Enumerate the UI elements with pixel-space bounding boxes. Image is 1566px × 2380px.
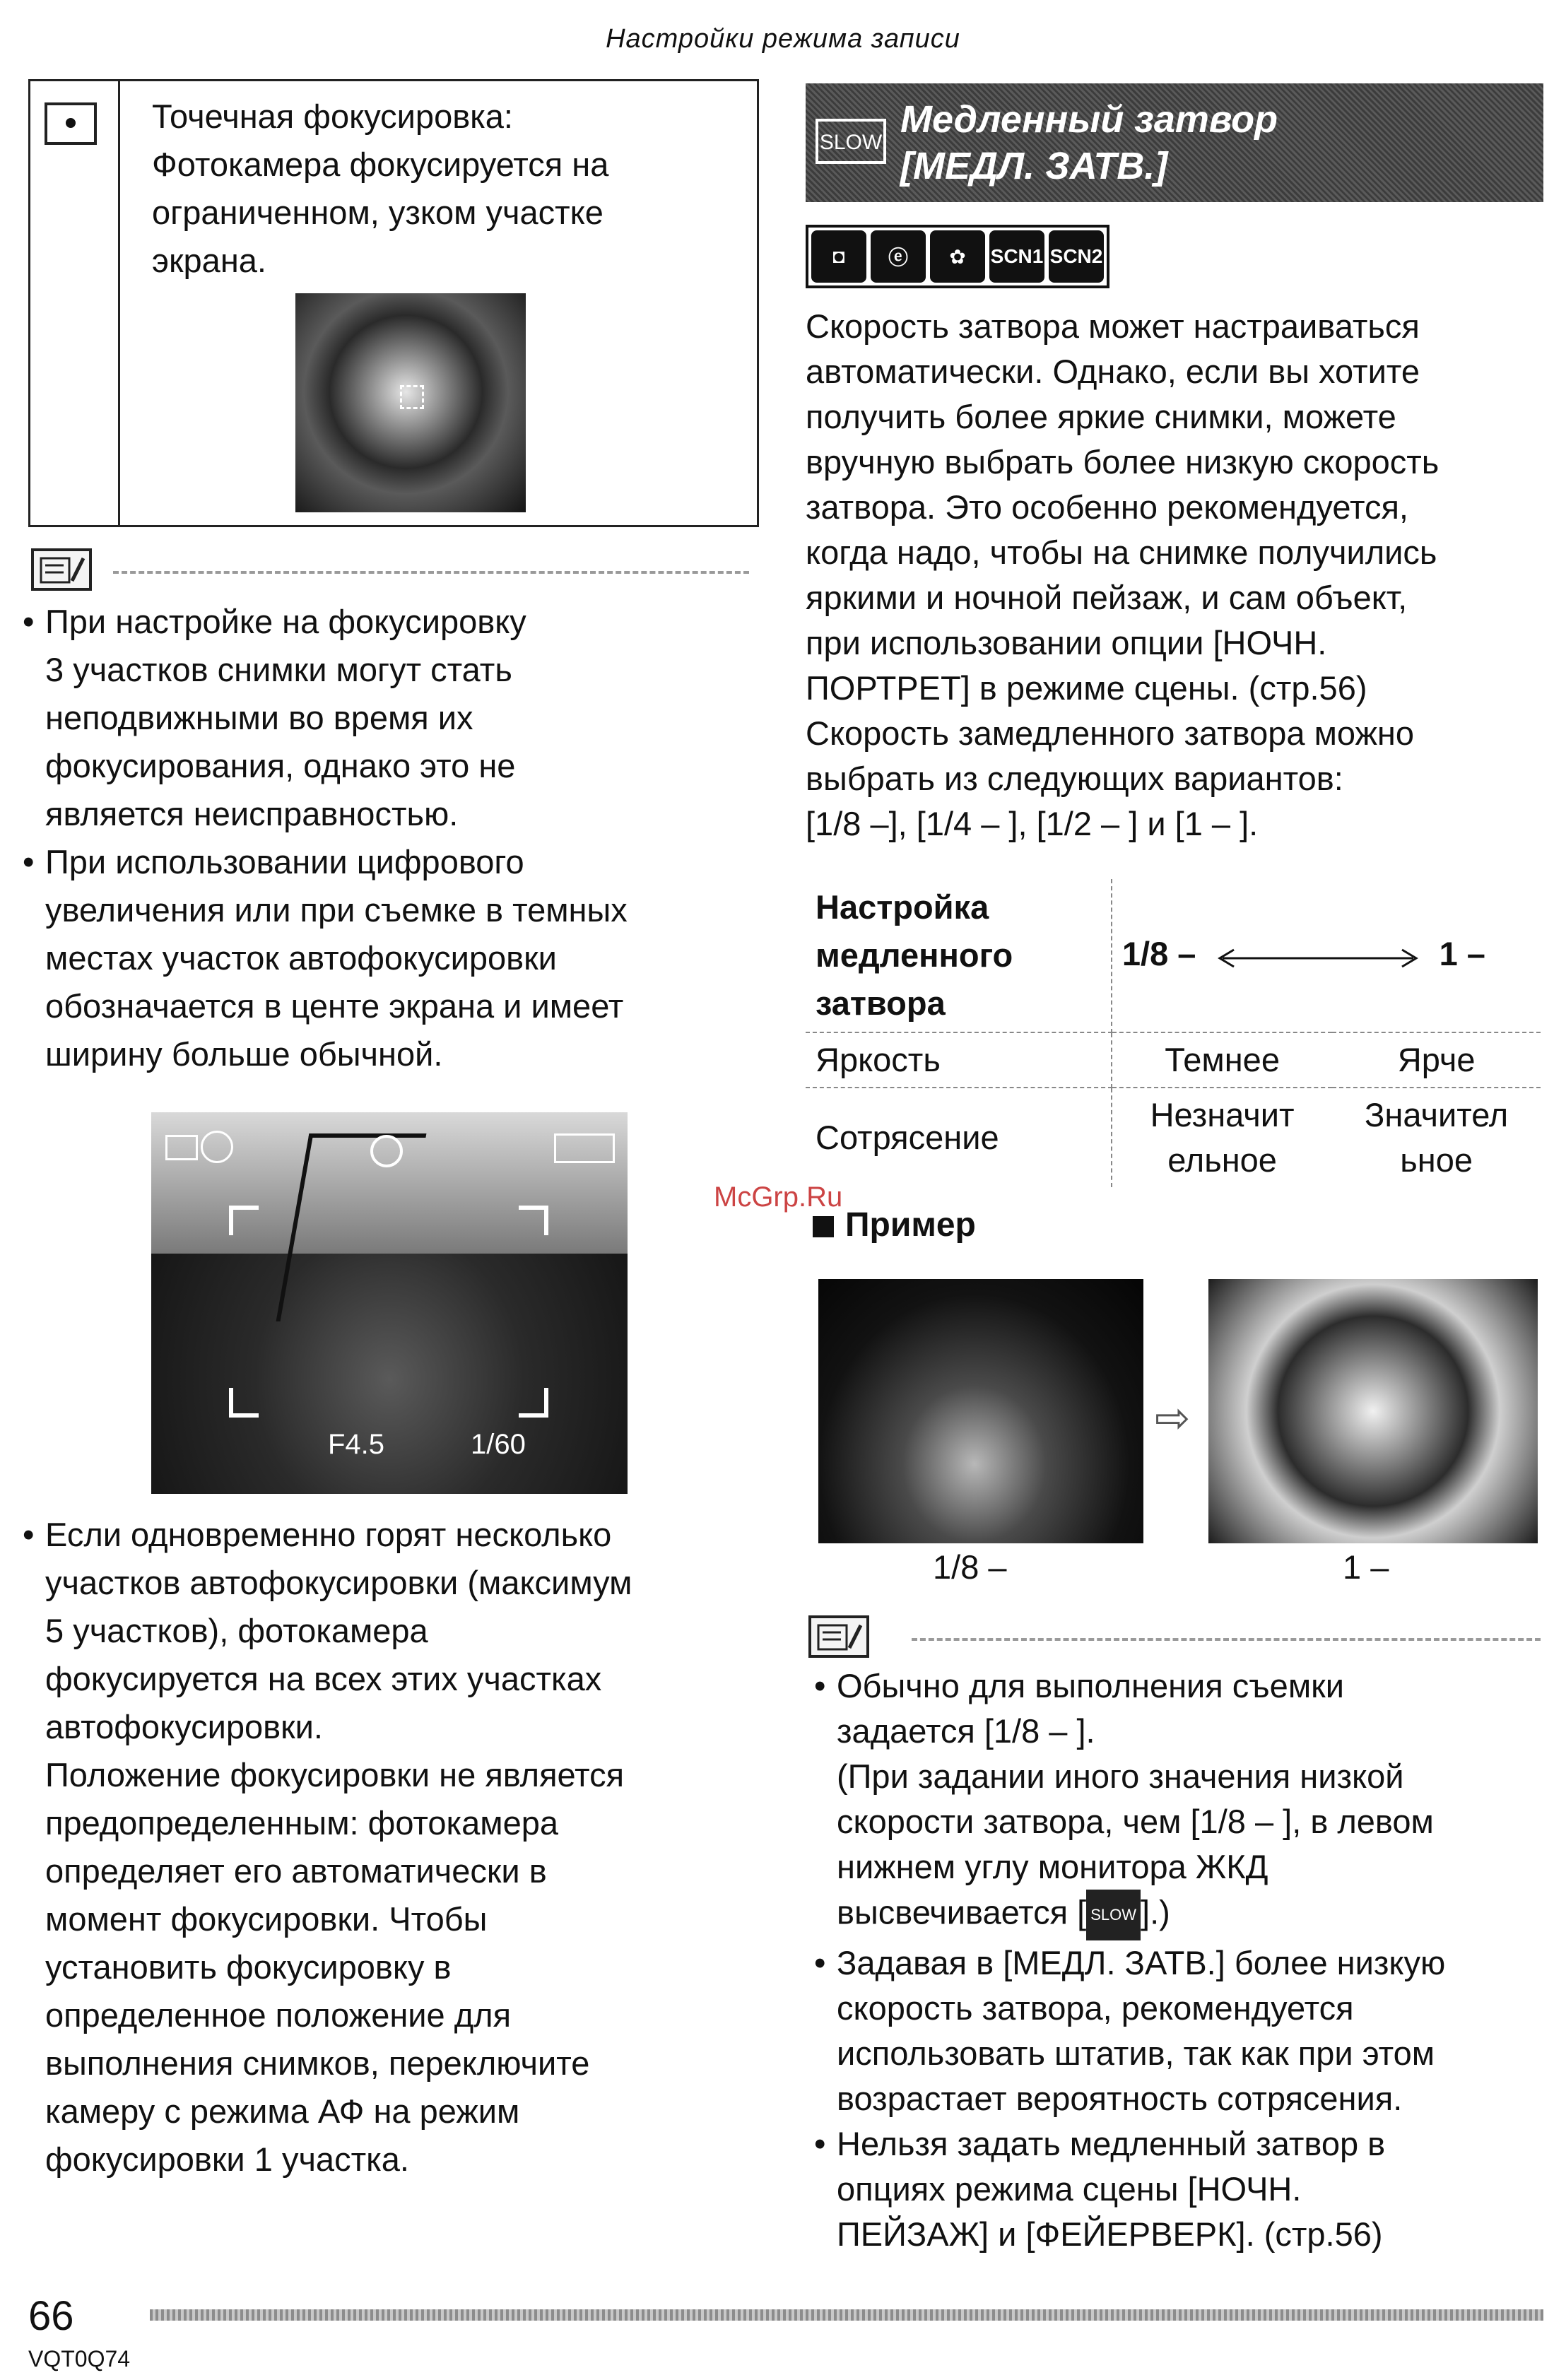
note-line: опциях режима сцены [НОЧН. (837, 2170, 1302, 2208)
scene2-mode-icon: SCN2 (1049, 230, 1104, 283)
note-icon (31, 548, 92, 591)
note-line: фокусировки 1 участка. (45, 2140, 409, 2178)
table-header-cell (806, 879, 1112, 1032)
note-line: фокусирования, однако это не (45, 747, 516, 784)
battery-icon (554, 1133, 615, 1163)
note-bullet (21, 838, 770, 1078)
af-frame-corner (229, 1206, 259, 1235)
note-icon (808, 1615, 869, 1658)
row-label: Яркость (806, 1032, 1112, 1088)
note-line: момент фокусировки. Чтобы (45, 1900, 488, 1938)
focus-indicator-icon (370, 1135, 403, 1167)
body-line: Скорость затвора может настраиваться (806, 307, 1420, 345)
af-frame-corner (519, 1206, 548, 1235)
left-notes (21, 598, 770, 1078)
af-monitor-screen (151, 1112, 628, 1494)
note-separator (113, 571, 749, 574)
row-low: Незначит ельное (1150, 1096, 1295, 1179)
spot-focus-box (28, 79, 759, 527)
note-line: установить фокусировку в (45, 1948, 452, 1986)
spot-line: Фотокамера фокусируется на (152, 146, 609, 183)
example-title-text: Пример (845, 1206, 976, 1244)
slow-shutter-description (806, 304, 1533, 847)
spot-line: Точечная фокусировка: (152, 98, 513, 135)
note-line: • Если одновременно горят несколько (45, 1516, 612, 1553)
note-line: нижнем углу монитора ЖКД (837, 1848, 1268, 1885)
note-line: неподвижными во время их (45, 699, 473, 736)
example-heading (813, 1206, 976, 1244)
body-line: выбрать из следующих вариантов: (806, 760, 1343, 797)
note-line: (При задании иного значения низкой (837, 1757, 1404, 1795)
note-line: • Задавая в [МЕДЛ. ЗАТВ.] более низкую (837, 1944, 1446, 1981)
right-notes (813, 1663, 1548, 2257)
camera-mode-icon: ◘ (811, 230, 866, 283)
shutter-value: 1/60 (471, 1429, 526, 1460)
note-bullet (813, 1663, 1548, 1940)
note-line: фокусируется на всех этих участках (45, 1660, 602, 1697)
note-line-text: ].) (1141, 1893, 1170, 1931)
note-line (837, 1890, 1548, 1940)
note-line: • Обычно для выполнения съемки (837, 1667, 1344, 1704)
note-line: • При использовании цифрового (45, 843, 524, 880)
available-modes (806, 225, 1109, 288)
note-line: определяет его автоматически в (45, 1852, 547, 1890)
note-line: • При настройке на фокусировку (45, 603, 526, 640)
note-line: 3 участков снимки могут стать (45, 651, 512, 688)
af-frame-corner (519, 1388, 548, 1418)
note-line: увеличения или при съемке в темных (45, 891, 628, 929)
note-line: предопределенным: фотокамера (45, 1804, 559, 1842)
note-bullet (813, 1940, 1548, 2121)
example-photo-slow-1-8 (818, 1279, 1143, 1543)
note-line: камеру с режима АФ на режим (45, 2092, 520, 2130)
note-bullet (21, 1511, 770, 1751)
range-arrow-icon (1215, 938, 1420, 977)
range-start: 1/8 – (1121, 935, 1196, 973)
spot-focus-icon (45, 102, 97, 145)
left-notes-2 (21, 1511, 770, 2184)
spot-line: ограниченном, узком участке (152, 194, 604, 231)
scene1-mode-icon: SCN1 (989, 230, 1044, 283)
header-line: затвора (816, 984, 946, 1022)
spot-line: экрана. (152, 242, 266, 279)
note-line: 5 участков), фотокамера (45, 1612, 428, 1649)
economy-mode-icon: ⓔ (871, 230, 926, 283)
scene-mode-icon (201, 1131, 233, 1163)
box-divider (118, 81, 120, 525)
note-line: обозначается в центе экрана и имеет (45, 987, 624, 1025)
note-line: • Нельзя задать медленный затвор в (837, 2125, 1386, 2162)
body-line: вручную выбрать более низкую скорость (806, 443, 1440, 481)
watermark: McGrp.Ru (714, 1182, 843, 1213)
note-line: скорость затвора, рекомендуется (837, 1989, 1354, 2027)
note-line: ширину больше обычной. (45, 1035, 443, 1073)
note-paragraph (21, 1751, 770, 2184)
body-line: когда надо, чтобы на снимке получились (806, 534, 1437, 571)
note-line: участков автофокусировки (максимум (45, 1564, 632, 1601)
arrow-right-icon: ⇨ (1155, 1394, 1191, 1442)
slow-badge-icon: SLOW (816, 119, 886, 164)
body-line: ПОРТРЕТ] в режиме сцены. (стр.56) (806, 669, 1367, 707)
note-line: определенное положение для (45, 1996, 512, 2034)
note-line: задается [1/8 – ]. (837, 1712, 1095, 1750)
row-label: Сотрясение (806, 1088, 1112, 1187)
example-photo-slow-1 (1208, 1279, 1538, 1543)
aperture-value: F4.5 (328, 1429, 385, 1460)
note-bullet (813, 2121, 1548, 2257)
banner-title-line: [МЕДЛ. ЗАТВ.] (900, 145, 1168, 187)
note-line: выполнения снимков, переключите (45, 2044, 590, 2082)
row-high: Значител ьное (1365, 1096, 1509, 1179)
footer-bar (150, 2309, 1543, 2321)
note-line: автофокусировки. (45, 1708, 323, 1745)
table-row (806, 1032, 1541, 1088)
body-line: яркими и ночной пейзаж, и сам объект, (806, 579, 1408, 616)
note-line: является неисправностью. (45, 795, 459, 832)
note-line: Положение фокусировки не является (45, 1756, 625, 1793)
body-line: затвора. Это особенно рекомендуется, (806, 488, 1408, 526)
flower-photo (295, 293, 526, 512)
document-code: VQT0Q74 (28, 2346, 131, 2372)
banner-title (900, 96, 1278, 189)
page-number: 66 (28, 2293, 74, 2339)
header-line: Настройка (816, 888, 989, 926)
example-caption: 1/8 – (933, 1548, 1007, 1586)
body-line: Скорость замедленного затвора можно (806, 714, 1415, 752)
af-frame-corner (229, 1388, 259, 1418)
spot-focus-text (152, 93, 746, 285)
note-line-text: высвечивается [ (837, 1893, 1087, 1931)
slow-inline-icon: SLOW (1086, 1890, 1141, 1940)
note-line: возрастает вероятность сотрясения. (837, 2080, 1403, 2117)
range-end: 1 – (1439, 935, 1485, 973)
macro-mode-icon: ✿ (930, 230, 985, 283)
note-bullet (21, 598, 770, 838)
banner-title-line: Медленный затвор (900, 98, 1278, 141)
section-header: Настройки режима записи (606, 24, 960, 54)
note-line: использовать штатив, так как при этом (837, 2034, 1435, 2072)
note-separator (912, 1638, 1541, 1641)
table-header-row (806, 879, 1541, 1032)
square-bullet-icon (813, 1216, 834, 1237)
range-cell (1112, 879, 1541, 1032)
spot-focus-frame (400, 385, 424, 409)
note-line: ПЕЙЗАЖ] и [ФЕЙЕРВЕРК]. (стр.56) (837, 2215, 1383, 2253)
row-high: Ярче (1332, 1032, 1541, 1088)
slow-shutter-banner (806, 83, 1543, 202)
header-line: медленного (816, 936, 1013, 974)
record-mode-icon (165, 1135, 198, 1160)
body-line: при использовании опции [НОЧН. (806, 624, 1327, 661)
note-line: местах участок автофокусировки (45, 939, 557, 977)
example-caption: 1 – (1343, 1548, 1389, 1586)
shutter-speed-table (806, 879, 1541, 1187)
body-line: автоматически. Однако, если вы хотите (806, 353, 1420, 390)
body-line: [1/8 –], [1/4 – ], [1/2 – ] и [1 – ]. (806, 805, 1259, 842)
table-row (806, 1088, 1541, 1187)
note-line: скорости затвора, чем [1/8 – ], в левом (837, 1803, 1434, 1840)
row-low: Темнее (1112, 1032, 1332, 1088)
body-line: получить более яркие снимки, можете (806, 398, 1396, 435)
